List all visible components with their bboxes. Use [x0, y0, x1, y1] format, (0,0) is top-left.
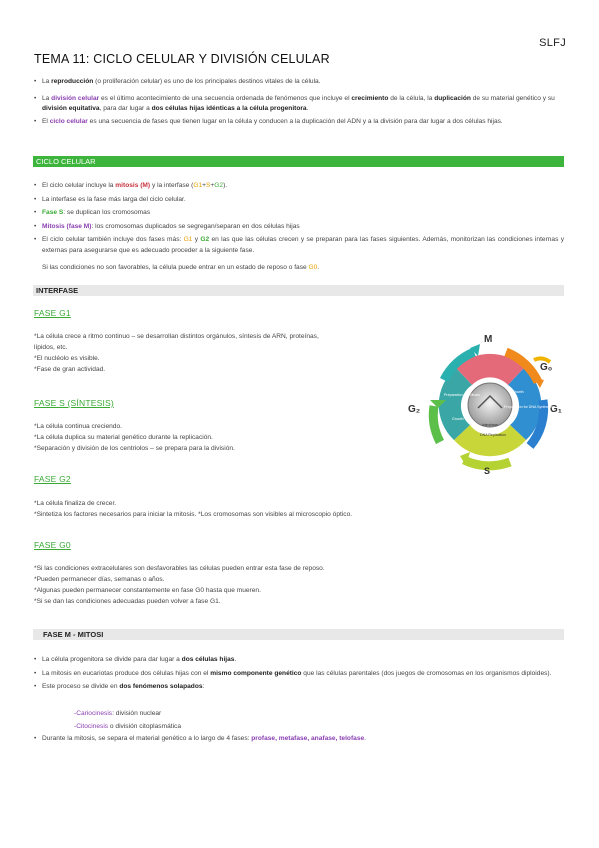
mitosis-bullet-2: [34, 669, 564, 680]
s-label: S: [206, 182, 211, 189]
ciclo-note-g0: [42, 262, 319, 273]
text: : división nuclear: [112, 710, 162, 717]
subheading-fase-g1: FASE G1: [34, 308, 71, 318]
mitosis-bullet-3: [34, 682, 564, 693]
keyword: -Cariocinesis: [74, 710, 113, 717]
text: y la interfase (: [150, 182, 194, 189]
text: El ciclo celular también incluye dos fases más:: [42, 236, 184, 243]
line: *Sintetiza los factores necesarios para iniciar la mitosis. *Los cromosomas son visibles al microscopio óptico.: [34, 511, 353, 518]
text: (o proliferación celular) es uno de los principales destinos vitales de la célula.: [93, 78, 321, 85]
subheading-fase-g0: FASE G0: [34, 540, 71, 550]
ciclo-bullet-3: [34, 208, 564, 219]
keyword: ciclo celular: [49, 117, 88, 125]
line: *Si las condiciones extracelulares son desfavorables las células pueden entrar esta fase de reposo.: [34, 565, 325, 572]
fase-g1-text: [34, 331, 394, 375]
ciclo-bullet-1: [34, 181, 564, 192]
line: *La célula continua creciendo.: [34, 423, 122, 430]
author-initials: SLFJ: [539, 37, 566, 49]
intro-bullet-3: [34, 117, 564, 128]
text: La mitosis en eucariotas produce dos células hijas con el: [42, 669, 211, 677]
intro-list: [34, 77, 564, 127]
keyword: duplicación: [434, 94, 471, 102]
keyword: -Citocinesis: [74, 723, 109, 730]
text: Si las condiciones no son favorables, la célula puede entrar en un estado de reposo o fase: [42, 264, 309, 271]
keyword: mitosis (M): [115, 182, 151, 189]
intro-bullet-2: [34, 94, 564, 115]
text: en las que las células crecen y se preparan para las fases siguientes. Además, monitorizan las condiciones internas y externas para asegurarse que es adecuado proceder a la siguiente fase.: [42, 236, 565, 254]
s-arrow: [464, 460, 510, 466]
keyword: división equitativa: [42, 105, 100, 112]
line: *La célula finaliza de crecer.: [34, 500, 117, 507]
keyword: mismo componente genético: [210, 669, 302, 677]
page-title: TEMA 11: CICLO CELULAR Y DIVISIÓN CELULAR: [34, 52, 330, 66]
fase-g2-text: [34, 498, 564, 520]
line: *El nucléolo es visible.: [34, 355, 100, 362]
text: , para dar lugar a: [99, 105, 152, 112]
fase-g0-text: [34, 563, 564, 607]
inner-label-interphase: Interphase: [482, 423, 499, 427]
line: *Algunas pueden permanecer constantemente en fase G0 hasta que mueren.: [34, 587, 261, 594]
text: :: [202, 683, 205, 690]
keyword: dos células hijas: [181, 656, 235, 663]
text: +: [210, 182, 215, 189]
keyword: crecimiento: [351, 94, 389, 102]
fase-s-text: [34, 421, 394, 454]
label-m: M: [484, 334, 493, 345]
label-g1: G₁: [550, 404, 562, 415]
g0-label: G0: [308, 264, 318, 271]
text: El ciclo celular incluye la: [42, 182, 116, 189]
text: +: [202, 182, 207, 189]
section-heading-mitosis: FASE M - MITOSI: [33, 629, 564, 640]
inner-label-s: DNA Replication: [480, 433, 507, 437]
mitosis-list: [34, 655, 564, 693]
label-s: S: [484, 466, 491, 475]
text: .: [306, 105, 309, 112]
inner-label-g1-prep: Preparation for DNA Synthesis: [504, 405, 553, 409]
text: La: [42, 78, 52, 85]
ciclo-bullet-2: • La interfase es la fase más larga del ciclo celular.: [34, 195, 564, 206]
line: *La célula crece a ritmo continuo – se desarrollan distintos orgánulos, síntesis de ARN, proteínas,: [34, 333, 319, 340]
text: de la célula, la: [388, 94, 435, 102]
cell-cycle-illustration: [400, 330, 575, 475]
ciclo-list: [34, 181, 564, 256]
ciclo-bullet-4: [34, 222, 564, 233]
subitem-citocinesis: [74, 721, 181, 732]
subheading-fase-g2: FASE G2: [34, 474, 71, 484]
mitosis-bullet-4: [34, 734, 564, 745]
g2-lower-arrow: [433, 406, 440, 442]
text: .: [234, 656, 237, 663]
text: Durante la mitosis, se separa el material genético a lo largo de 4 fases:: [42, 735, 252, 742]
inner-label-g2-growth: Growth: [452, 417, 464, 421]
subheading-fase-s: FASE S (SÍNTESIS): [34, 398, 114, 408]
inner-label-g2: Preparation for Mitosis: [444, 393, 480, 397]
line: *Pueden permanecer días, semanas o años.: [34, 576, 165, 583]
text: La célula progenitora se divide para dar lugar a: [42, 656, 182, 663]
label-g0: G₀: [540, 362, 553, 373]
mitosis-subitems: [44, 708, 181, 732]
text: : los cromosomas duplicados se segregan/separan en dos células hijas: [91, 222, 300, 230]
cell-cycle-diagram: [400, 330, 575, 475]
line: *Separación y división de los centriolos – se prepara para la división.: [34, 445, 235, 452]
keyword: profase, metafase, anafase, telofase: [251, 735, 365, 742]
inner-label-g1-growth: Growth: [512, 390, 524, 394]
text: o división citoplasmática: [108, 723, 182, 730]
text: La: [42, 94, 52, 102]
text: es el último acontecimiento de una secuencia ordenada de fenómenos que incluye el: [99, 94, 352, 102]
label-g2: G₂: [408, 404, 421, 415]
keyword: reproducción: [51, 78, 94, 85]
keyword: Mitosis (fase M): [42, 222, 92, 230]
keyword: dos células hijas idénticas a la célula progenitora: [151, 105, 307, 112]
g1-label: G1: [183, 236, 193, 243]
line: *Si se dan las condiciones adecuadas pueden volver a fase G1.: [34, 598, 221, 605]
ciclo-bullet-5: [34, 235, 564, 256]
keyword: dos fenómenos solapados: [119, 683, 203, 690]
text: El: [42, 117, 50, 125]
intro-bullet-1: [34, 77, 564, 88]
g2-label: G2: [214, 182, 224, 189]
text: : se duplican los cromosomas: [63, 209, 151, 216]
text: y: [192, 236, 201, 243]
text: que las células parentales (dos juegos de cromosomas en los organismos diploides).: [301, 669, 552, 677]
subitem-cariocinesis: [74, 708, 181, 719]
text: .: [364, 735, 367, 742]
keyword: Fase S: [42, 209, 64, 216]
text: Este proceso se divide en: [42, 683, 120, 690]
line: lípidos, etc.: [34, 344, 68, 351]
text: .: [317, 264, 320, 271]
line: *La célula duplica su material genético durante la replicación.: [34, 434, 213, 441]
section-heading-ciclo-celular: CICLO CELULAR: [33, 156, 564, 167]
text: es una secuencia de fases que tienen lugar en la célula y conducen a la duplicación del ADN y a la división para dar lugar a dos células hijas.: [87, 117, 503, 125]
g2-label: G2: [200, 236, 210, 243]
mitosis-list-2: [34, 734, 564, 745]
line: *Fase de gran actividad.: [34, 366, 106, 373]
mitosis-bullet-1: [34, 655, 564, 666]
text: ).: [223, 182, 228, 189]
g1-label: G1: [193, 182, 203, 189]
section-heading-interfase: INTERFASE: [33, 285, 564, 296]
text: de su material genético y su: [470, 94, 555, 102]
keyword: división celular: [51, 94, 100, 102]
